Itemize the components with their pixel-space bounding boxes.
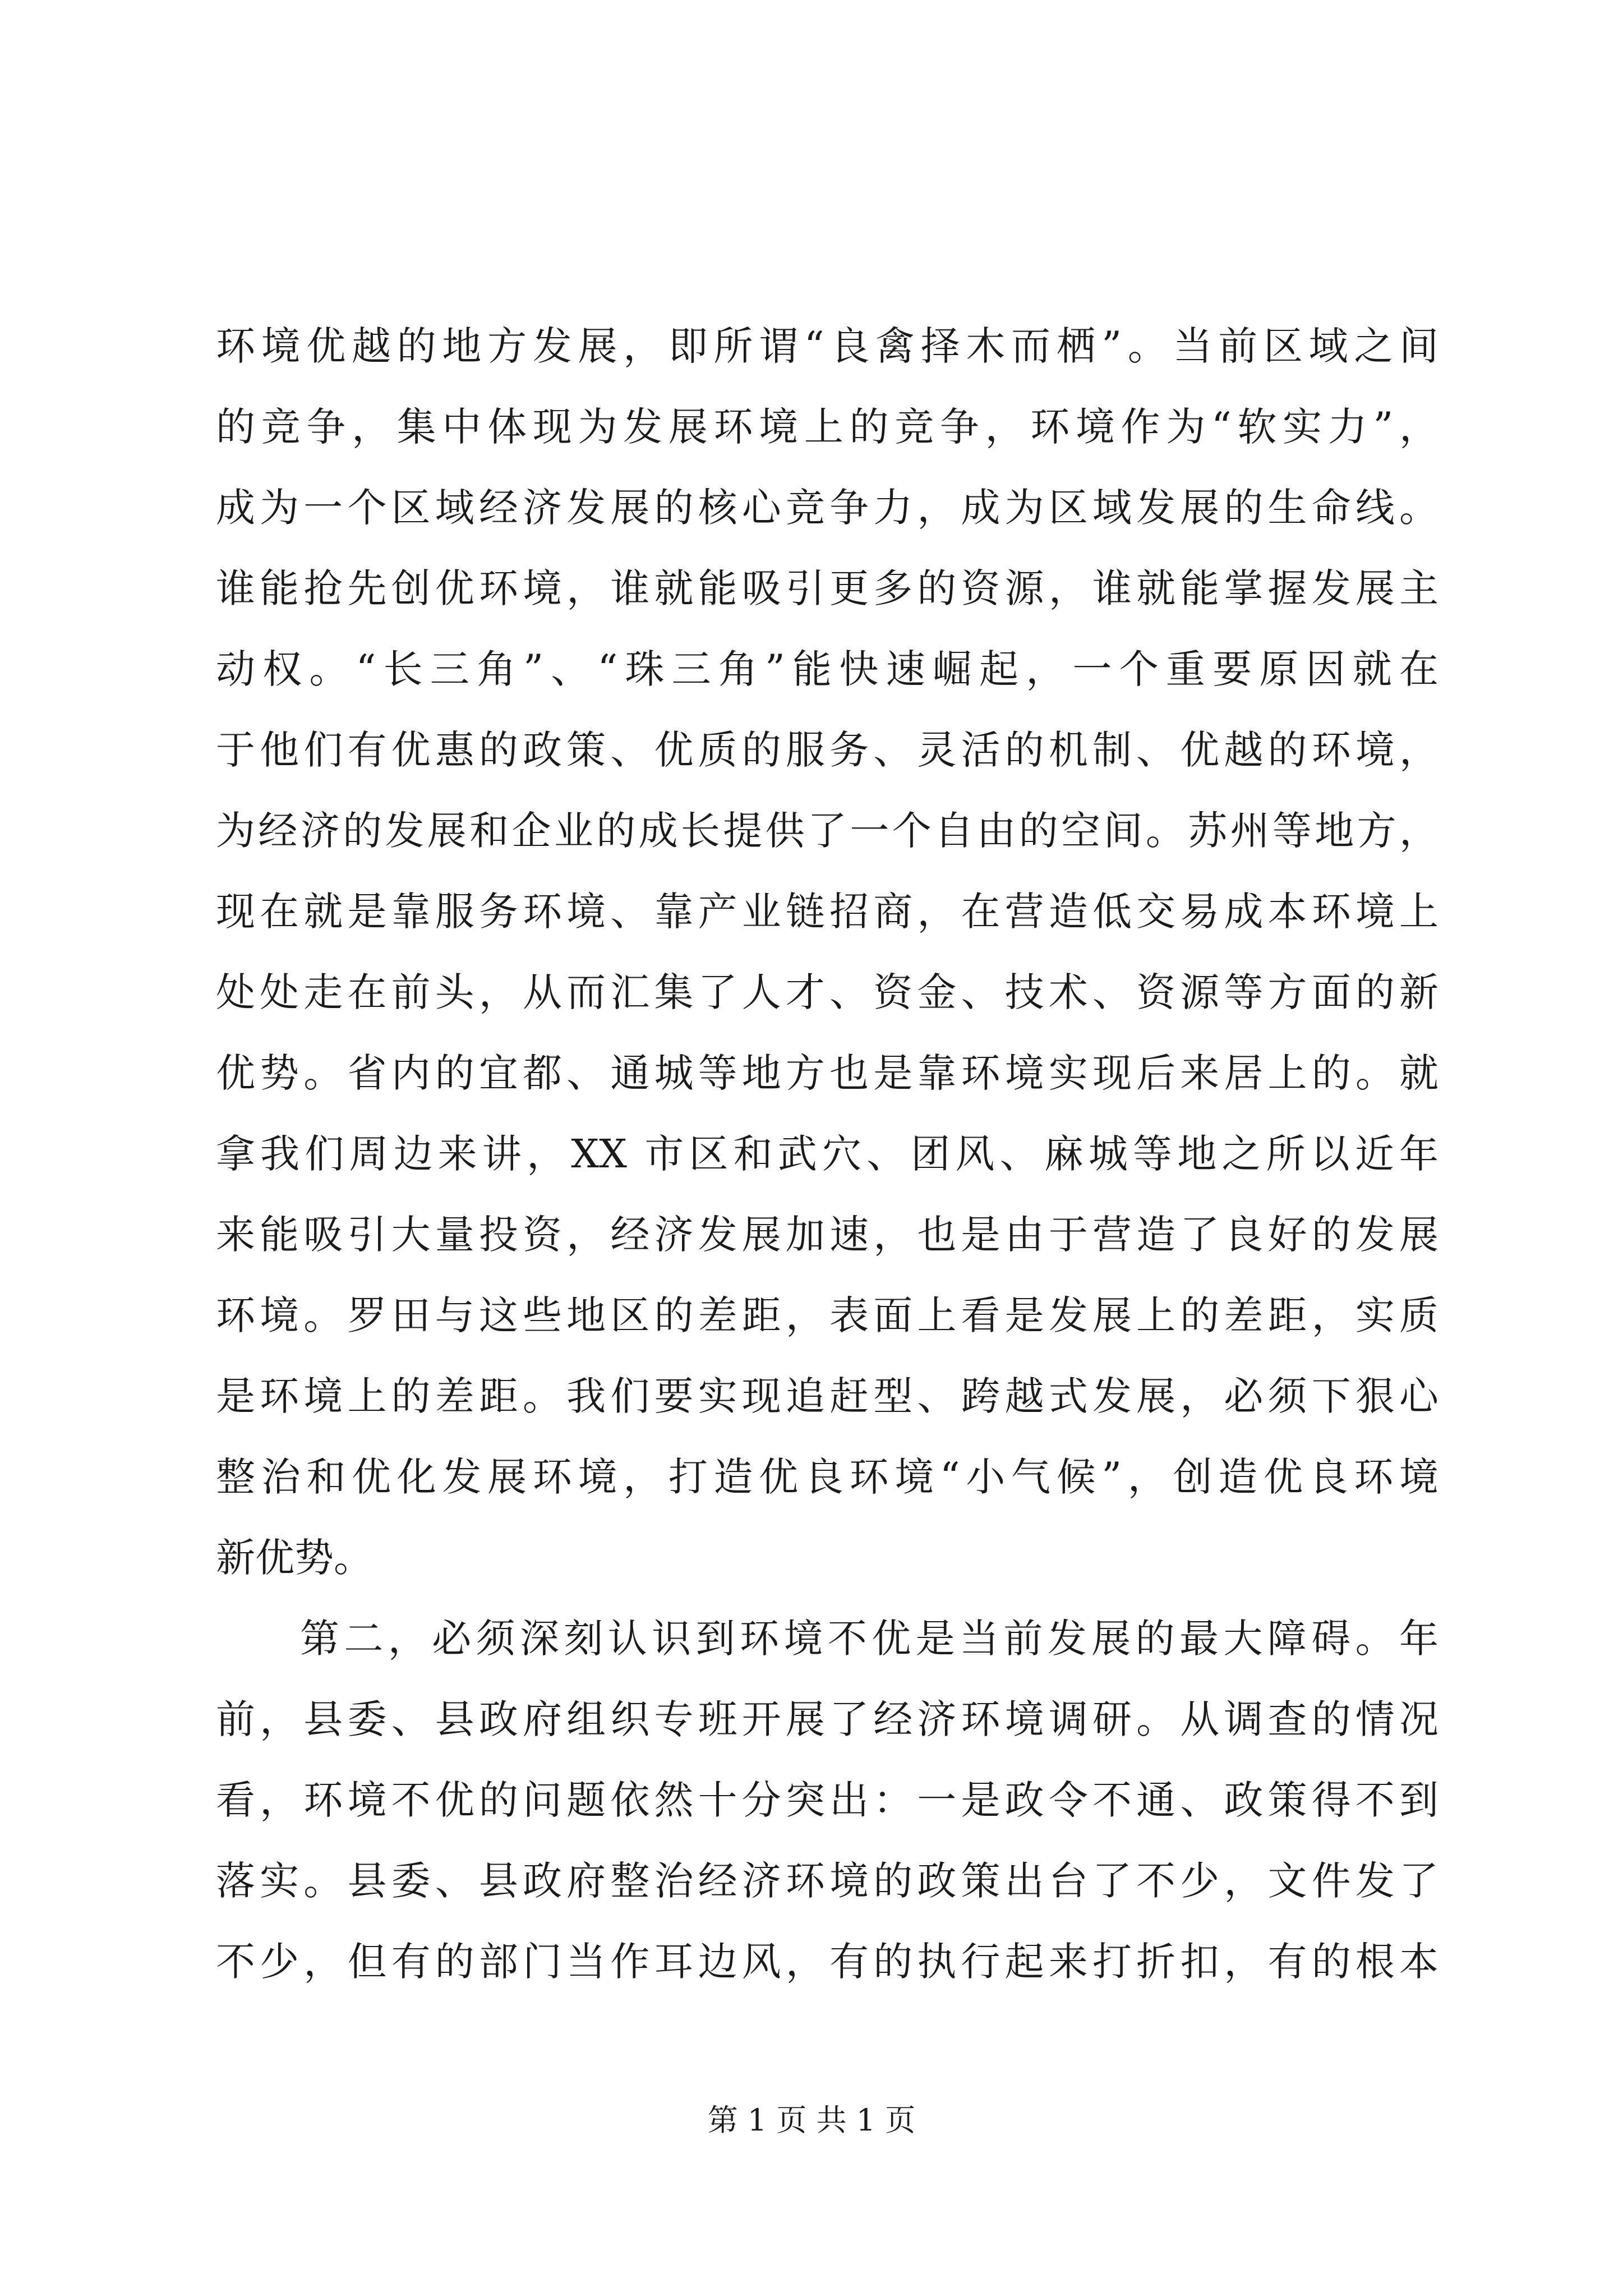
text-line: 整治和优化发展环境，打造优良环境“小气候”，创造优良环境 [216, 1454, 1438, 1500]
text-line: 看，环境不优的问题依然十分突出：一是政令不通、政策得不到 [216, 1777, 1438, 1823]
text-line: 环境。罗田与这些地区的差距，表面上看是发展上的差距，实质 [216, 1292, 1438, 1338]
document-body [216, 306, 1438, 2002]
page-footer [0, 2101, 1623, 2140]
text-line: 落实。县委、县政府整治经济环境的政策出台了不少，文件发了 [216, 1858, 1438, 1904]
text-line: 现在就是靠服务环境、靠产业链招商，在营造低交易成本环境上 [216, 889, 1438, 935]
text-line: 来能吸引大量投资，经济发展加速，也是由于营造了良好的发展 [216, 1212, 1438, 1258]
text-line: 不少，但有的部门当作耳边风，有的执行起来打折扣，有的根本 [216, 1939, 1438, 1985]
text-line: 前，县委、县政府组织专班开展了经济环境调研。从调查的情况 [216, 1696, 1438, 1742]
text-line: 动权。“长三角”、“珠三角”能快速崛起，一个重要原因就在 [216, 646, 1438, 692]
page-number-label: 第 1 页 共 1 页 [707, 2102, 916, 2138]
text-line: 拿我们周边来讲，XX 市区和武穴、团风、麻城等地之所以近年 [216, 1131, 1438, 1177]
text-line: 是环境上的差距。我们要实现追赶型、跨越式发展，必须下狠心 [216, 1373, 1438, 1419]
text-line: 优势。省内的宜都、通城等地方也是靠环境实现后来居上的。就 [216, 1050, 1438, 1096]
text-line: 为经济的发展和企业的成长提供了一个自由的空间。苏州等地方， [216, 808, 1438, 854]
paragraph-start-line: 第二，必须深刻认识到环境不优是当前发展的最大障碍。年 [300, 1616, 1438, 1662]
text-line: 处处走在前头，从而汇集了人才、资金、技术、资源等方面的新 [216, 969, 1438, 1015]
text-line: 的竞争，集中体现为发展环境上的竞争，环境作为“软实力”， [216, 404, 1438, 450]
paragraph-end-line: 新优势。 [216, 1535, 373, 1581]
text-line: 谁能抢先创优环境，谁就能吸引更多的资源，谁就能掌握发展主 [216, 565, 1438, 611]
text-line: 于他们有优惠的政策、优质的服务、灵活的机制、优越的环境， [216, 727, 1438, 773]
text-line: 环境优越的地方发展，即所谓“良禽择木而栖”。当前区域之间 [216, 323, 1438, 369]
text-line: 成为一个区域经济发展的核心竞争力，成为区域发展的生命线。 [216, 485, 1438, 531]
